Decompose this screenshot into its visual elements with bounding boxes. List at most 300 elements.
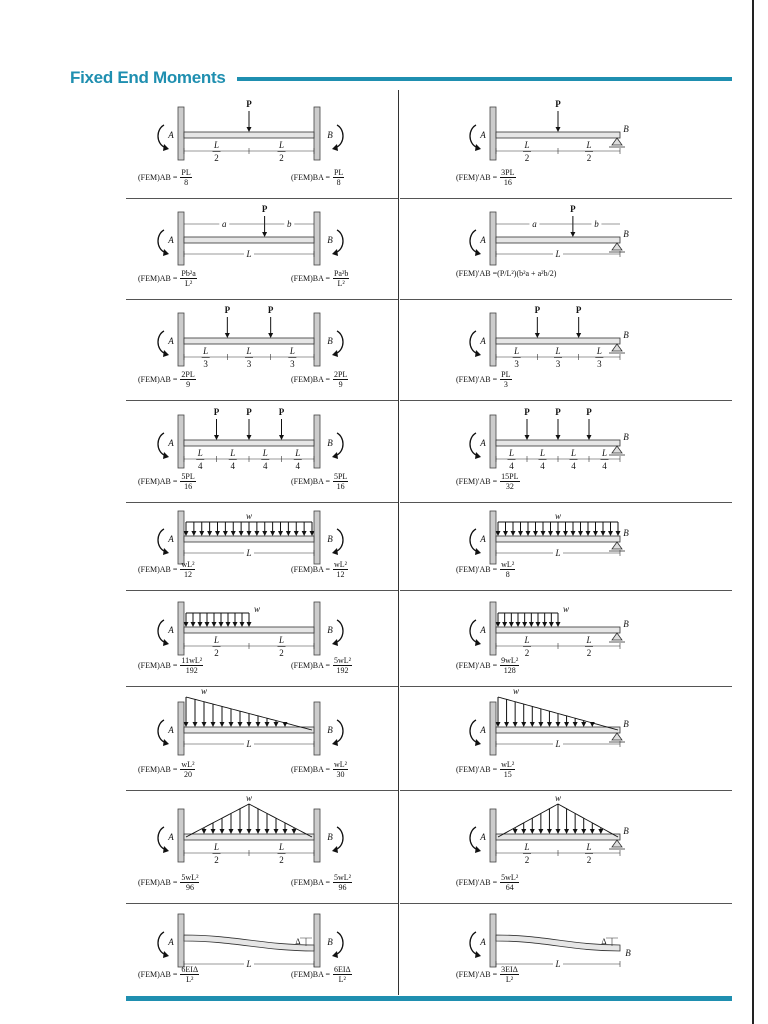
arrow-head	[516, 622, 521, 627]
arrow-head	[239, 531, 244, 536]
label-b-dist: b	[287, 219, 292, 229]
arrow-head	[247, 722, 252, 727]
label-a: A	[480, 336, 486, 346]
arrow-head	[536, 622, 541, 627]
numerator: 5PL	[333, 472, 348, 481]
denominator: 16	[184, 482, 193, 491]
arrow-head	[573, 829, 578, 834]
dimension-denominator: 3	[555, 359, 561, 369]
label-p: P	[246, 407, 252, 417]
label-p: P	[278, 407, 285, 417]
arrow-head	[578, 531, 583, 536]
fixed-support	[490, 313, 496, 366]
fem-case-8-left	[126, 790, 398, 903]
arrow-head	[247, 435, 252, 440]
label-a: A	[480, 534, 486, 544]
fem-expression: (P/L²)(b²a + a²b/2)	[497, 269, 557, 278]
arrow-head	[521, 829, 526, 834]
dimension-denominator: 2	[524, 855, 530, 865]
arrow-head	[163, 548, 169, 555]
fraction	[333, 370, 348, 389]
label-b: B	[623, 330, 629, 340]
arrow-head	[238, 829, 243, 834]
fem-ab-formula	[138, 560, 195, 579]
fem-ab-formula	[456, 965, 519, 984]
dimension-label: L	[508, 448, 515, 458]
formula-label: (FEM)′AB =	[456, 269, 498, 278]
arrow-head	[571, 531, 576, 536]
label-p: P	[213, 407, 220, 417]
dimension-label: L	[514, 346, 520, 356]
dimension-label: L	[246, 548, 252, 558]
arrow-head	[608, 531, 613, 536]
dimension-label: L	[524, 140, 530, 150]
arrow-head	[215, 531, 220, 536]
label-w: w	[253, 604, 261, 614]
arrow-head	[226, 622, 231, 627]
label-p: P	[261, 204, 268, 214]
fem-case-6-right	[400, 590, 732, 686]
dimension-label: L	[246, 346, 252, 356]
column-divider	[398, 90, 399, 995]
arrow-head	[503, 531, 508, 536]
beam	[496, 536, 620, 542]
arrow-head	[220, 722, 225, 727]
arrow-head	[513, 829, 518, 834]
fem-ab-formula	[456, 873, 519, 892]
arrow-head	[586, 531, 591, 536]
fem-ab-formula	[456, 269, 556, 278]
label-delta: Δ	[295, 937, 301, 946]
formula-label: (FEM)BA =	[291, 477, 330, 486]
label-w: w	[554, 511, 562, 521]
arrow-head	[220, 829, 225, 834]
fraction	[333, 873, 352, 892]
moment-arrow-a	[158, 125, 164, 147]
fixed-support	[178, 602, 184, 655]
formula-label: (FEM)BA =	[291, 765, 330, 774]
arrow-head	[563, 531, 568, 536]
fem-case-3-left	[126, 299, 398, 400]
fraction	[500, 656, 519, 675]
label-p: P	[586, 407, 592, 417]
arrow-head	[193, 722, 198, 727]
numerator: wL²	[181, 760, 195, 769]
moment-arrow-a	[470, 827, 476, 849]
formula-label: (FEM)AB =	[138, 173, 178, 182]
arrow-head	[270, 531, 275, 536]
beam	[496, 834, 620, 840]
numerator: wL²	[333, 760, 348, 769]
dimension-label: L	[289, 346, 295, 356]
arrow-head	[332, 548, 338, 555]
dimension-label: L	[278, 635, 285, 645]
fem-ab-formula	[138, 370, 196, 389]
dimension-denominator: 4	[571, 461, 576, 471]
numerator: 15PL	[501, 472, 519, 481]
arrow-head	[211, 722, 216, 727]
beam	[184, 132, 314, 138]
bottom-rule	[126, 996, 732, 1001]
fem-case-9-right	[400, 903, 732, 995]
fixed-support	[490, 511, 496, 564]
denominator: L²	[337, 279, 345, 288]
fem-ab-formula	[138, 656, 203, 675]
label-p: P	[555, 99, 561, 109]
fraction	[500, 472, 519, 491]
denominator: 64	[505, 883, 514, 892]
arrow-head	[256, 829, 261, 834]
arrow-head	[587, 435, 592, 440]
title-rule	[237, 77, 732, 81]
arrow-head	[538, 722, 543, 727]
page-edge-line	[752, 0, 754, 1024]
beam	[496, 338, 620, 344]
arrow-head	[265, 722, 270, 727]
fem-ab-formula	[456, 370, 512, 389]
arrow-head	[212, 622, 217, 627]
fraction	[180, 560, 195, 579]
moment-arrow-a	[470, 230, 476, 252]
moment-arrow-a	[470, 720, 476, 742]
beam	[496, 237, 620, 243]
roller-support	[612, 840, 622, 847]
arrow-head	[475, 452, 481, 459]
dimension-label: L	[246, 739, 252, 749]
arrow-head	[556, 722, 561, 727]
label-b: B	[623, 719, 629, 729]
arrow-head	[332, 452, 338, 459]
arrow-head	[504, 722, 509, 727]
arrow-head	[202, 722, 207, 727]
fem-ab-formula	[138, 760, 195, 779]
beam	[496, 727, 620, 733]
arrow-head	[278, 531, 283, 536]
arrow-head	[163, 846, 169, 853]
arrow-head	[205, 622, 210, 627]
denominator: 12	[183, 570, 192, 579]
arrow-head	[548, 531, 553, 536]
label-a: A	[480, 725, 486, 735]
fixed-support	[178, 107, 184, 160]
formula-label: (FEM)AB =	[138, 878, 178, 887]
label-p: P	[224, 305, 231, 315]
fraction	[333, 269, 349, 288]
dimension-label: L	[555, 739, 561, 749]
numerator: 3EIΔ	[501, 965, 518, 974]
fixed-support	[178, 212, 184, 265]
moment-arrow-a	[158, 932, 164, 954]
denominator: 30	[336, 770, 345, 779]
formula-label: (FEM)′AB =	[456, 565, 498, 574]
arrow-head	[564, 722, 569, 727]
dimension-denominator: 2	[586, 648, 592, 658]
label-b: B	[327, 937, 333, 947]
fem-case-4-left	[126, 400, 398, 502]
numerator: 6EIΔ	[333, 965, 351, 974]
beam-diagram	[400, 502, 732, 590]
fixed-support	[490, 809, 496, 862]
arrow-head	[598, 829, 603, 834]
dimension-denominator: 3	[203, 359, 208, 369]
arrow-head	[292, 829, 297, 834]
arrow-head	[547, 829, 552, 834]
dimension-denominator: 3	[514, 359, 519, 369]
arrow-head	[256, 722, 261, 727]
denominator: L²	[186, 975, 194, 984]
arrow-head	[529, 622, 534, 627]
denominator: L²	[338, 975, 346, 984]
moment-arrow-b	[337, 125, 343, 147]
arrow-head	[332, 739, 338, 746]
arrow-head	[593, 531, 598, 536]
formula-label: (FEM)′AB =	[456, 765, 498, 774]
arrow-head	[556, 127, 561, 132]
fem-ba-formula	[291, 370, 348, 389]
beam-diagram	[400, 198, 732, 299]
beam-diagram	[400, 400, 732, 502]
arrow-head	[564, 829, 569, 834]
label-a: A	[480, 438, 486, 448]
label-a-dist: a	[222, 219, 227, 229]
formula-label: (FEM)BA =	[291, 970, 330, 979]
denominator: 32	[505, 482, 514, 491]
arrow-head	[522, 622, 527, 627]
label-b: B	[623, 826, 629, 836]
moment-arrow-b	[337, 827, 343, 849]
label-p: P	[555, 407, 561, 417]
moment-arrow-b	[337, 433, 343, 455]
fem-case-5-right	[400, 502, 732, 590]
dimension-denominator: 2	[586, 855, 592, 865]
arrow-head	[511, 531, 516, 536]
numerator: 3PL	[501, 168, 515, 177]
beam-diagram	[400, 299, 732, 400]
fem-case-9-left	[126, 903, 398, 995]
moment-arrow-a	[158, 620, 164, 642]
arrow-head	[556, 622, 561, 627]
fixed-support	[178, 511, 184, 564]
fem-case-3-right	[400, 299, 732, 400]
dimension-label: L	[246, 959, 252, 969]
fraction	[180, 168, 191, 187]
moment-arrow-a	[158, 827, 164, 849]
formula-label: (FEM)′AB =	[456, 375, 498, 384]
arrow-head	[530, 829, 535, 834]
dimension-label: L	[586, 140, 592, 150]
arrow-head	[191, 531, 196, 536]
dimension-label: L	[555, 346, 561, 356]
numerator: 9wL²	[501, 656, 519, 665]
beam	[496, 132, 620, 138]
dimension-label: L	[278, 842, 285, 852]
numerator: PL	[333, 168, 344, 177]
label-b: B	[327, 725, 333, 735]
formula-label: (FEM)AB =	[138, 970, 178, 979]
denominator: 128	[503, 666, 516, 675]
arrow-head	[265, 829, 270, 834]
fem-ab-formula	[456, 472, 520, 491]
fem-ab-formula	[138, 873, 199, 892]
arrow-head	[163, 350, 169, 357]
arrow-head	[229, 722, 234, 727]
arrow-head	[254, 531, 259, 536]
label-a: A	[168, 937, 174, 947]
arrow-head	[163, 739, 169, 746]
dimension-denominator: 2	[586, 153, 592, 163]
moment-arrow-a	[158, 331, 164, 353]
arrow-head	[576, 333, 581, 338]
arrow-head	[581, 722, 586, 727]
fraction	[333, 656, 352, 675]
arrow-head	[541, 531, 546, 536]
arrow-head	[294, 531, 299, 536]
formula-label: (FEM)′AB =	[456, 477, 498, 486]
fixed-support	[490, 702, 496, 755]
numerator: 5wL²	[181, 873, 199, 882]
fraction	[333, 472, 348, 491]
label-b-dist: b	[594, 219, 599, 229]
moment-arrow-a	[158, 433, 164, 455]
fixed-support	[314, 212, 320, 265]
arrow-head	[601, 531, 606, 536]
dimension-label: L	[539, 448, 546, 458]
dimension-label: L	[555, 548, 561, 558]
numerator: wL²	[181, 560, 195, 569]
arrow-head	[509, 622, 514, 627]
arrow-head	[238, 722, 243, 727]
formula-label: (FEM)AB =	[138, 274, 178, 283]
label-a: A	[168, 438, 174, 448]
fixed-support	[314, 415, 320, 468]
fem-ab-formula	[138, 472, 196, 491]
fraction	[180, 656, 203, 675]
label-b: B	[327, 235, 333, 245]
moment-arrow-b	[337, 620, 343, 642]
arrow-head	[573, 722, 578, 727]
dimension-denominator: 4	[540, 461, 545, 471]
arrow-head	[538, 829, 543, 834]
numerator: Pb²a	[181, 269, 196, 278]
arrow-head	[556, 435, 561, 440]
arrow-head	[556, 829, 561, 834]
fem-ba-formula	[291, 472, 348, 491]
label-a: A	[480, 937, 486, 947]
beam	[184, 440, 314, 446]
fraction	[333, 760, 348, 779]
label-w: w	[562, 604, 570, 614]
fixed-support	[490, 602, 496, 655]
numerator: wL²	[333, 560, 348, 569]
label-p: P	[246, 99, 252, 109]
dimension-label: L	[278, 140, 285, 150]
arrow-head	[590, 829, 595, 834]
numerator: wL²	[501, 760, 515, 769]
label-a: A	[168, 725, 174, 735]
fixed-support	[178, 809, 184, 862]
roller-support	[612, 733, 622, 740]
dimension-denominator: 2	[214, 153, 219, 163]
label-p: P	[570, 204, 576, 214]
arrow-head	[475, 249, 481, 256]
fem-ba-formula	[291, 560, 348, 579]
dimension-label: L	[524, 635, 530, 645]
dimension-denominator: 2	[524, 648, 530, 658]
arrow-head	[199, 531, 204, 536]
beam	[184, 627, 314, 633]
moment-arrow-b	[337, 331, 343, 353]
denominator: 16	[336, 482, 345, 491]
arrow-head	[581, 829, 586, 834]
dimension-denominator: 2	[279, 153, 284, 163]
fem-case-7-left	[126, 686, 398, 790]
label-b: B	[327, 130, 333, 140]
denominator: 96	[338, 883, 347, 892]
fixed-support	[314, 107, 320, 160]
fem-ba-formula	[291, 269, 349, 288]
beam-diagram	[400, 686, 732, 790]
fraction	[180, 472, 195, 491]
label-p: P	[524, 407, 530, 417]
arrow-head	[214, 435, 219, 440]
arrow-head	[332, 951, 338, 958]
arrow-head	[247, 127, 252, 132]
roller-support	[612, 344, 622, 351]
label-a: A	[168, 235, 174, 245]
fem-case-4-right	[400, 400, 732, 502]
fixed-support	[314, 602, 320, 655]
dimension-label: L	[213, 842, 220, 852]
fixed-support	[178, 914, 184, 967]
numerator: 6EIΔ	[181, 965, 199, 974]
denominator: 16	[503, 178, 512, 187]
dimension-denominator: 4	[263, 461, 268, 471]
denominator: 8	[184, 178, 189, 187]
formula-label: (FEM)BA =	[291, 173, 330, 182]
arrow-head	[475, 846, 481, 853]
moment-arrow-b	[337, 529, 343, 551]
moment-arrow-a	[470, 932, 476, 954]
dimension-denominator: 2	[279, 855, 284, 865]
fraction	[333, 168, 344, 187]
numerator: 2PL	[333, 370, 348, 379]
dimension-denominator: 3	[290, 359, 295, 369]
denominator: 3	[503, 380, 508, 389]
fem-case-5-left	[126, 502, 398, 590]
fraction	[500, 873, 519, 892]
denominator: 12	[336, 570, 345, 579]
dimension-denominator: 4	[295, 461, 300, 471]
fraction	[500, 370, 511, 389]
dimension-label: L	[213, 635, 220, 645]
fem-case-1-right	[400, 90, 732, 198]
roller-support	[612, 542, 622, 549]
formula-label: (FEM)AB =	[138, 375, 178, 384]
label-b: B	[623, 124, 629, 134]
fem-ab-formula	[138, 269, 197, 288]
beam	[184, 237, 314, 243]
denominator: L²	[184, 279, 193, 288]
fem-ba-formula	[291, 760, 348, 779]
arrow-head	[198, 622, 203, 627]
dimension-denominator: 2	[524, 153, 530, 163]
arrow-head	[279, 435, 284, 440]
moment-arrow-a	[158, 529, 164, 551]
roller-support	[612, 446, 622, 453]
label-a: A	[168, 130, 174, 140]
numerator: 5wL²	[333, 873, 352, 882]
fem-ba-formula	[291, 168, 344, 187]
